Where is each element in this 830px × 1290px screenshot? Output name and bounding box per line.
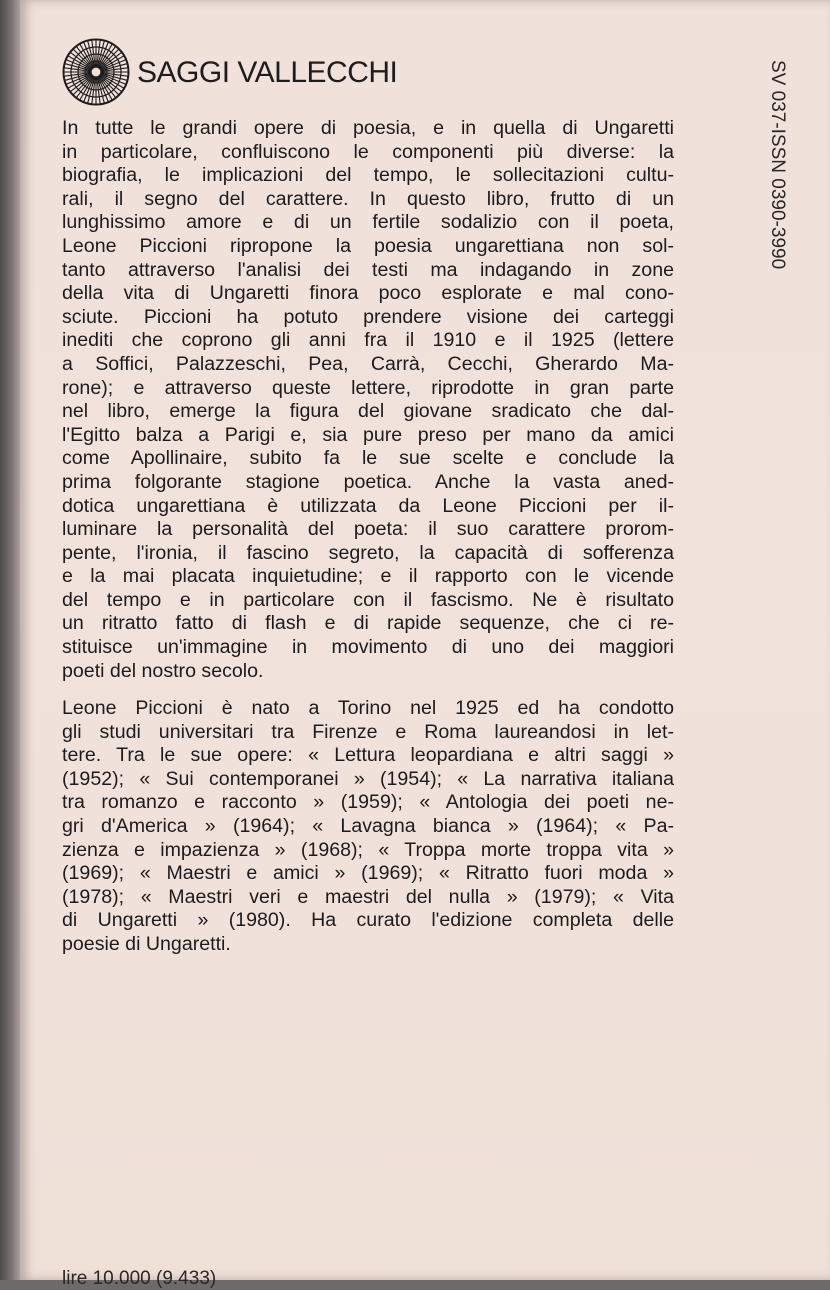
bio-line: tere. Tra le sue opere: « Lettura leopardiana e altri saggi » bbox=[62, 744, 674, 767]
description-line: tanto attraverso l'analisi dei testi ma indagando in zone bbox=[62, 258, 674, 281]
spine-code-text: SV 037-ISSN 0390-3990 bbox=[767, 60, 788, 270]
description-line: rali, il segno del carattere. In questo libro, frutto di un bbox=[62, 187, 674, 210]
spine-code bbox=[768, 60, 808, 270]
description-line: In tutte le grandi opere di poesia, e in quella di Ungaretti bbox=[62, 117, 674, 139]
bio-line: tra romanzo e racconto » (1959); « Antologia dei poeti ne- bbox=[62, 791, 674, 814]
description-line: in particolare, confluiscono le componenti più diverse: la bbox=[62, 140, 674, 163]
description-line: l'Egitto balza a Parigi e, sia pure preso per mano da amici bbox=[62, 423, 674, 446]
description-line: a Soffici, Palazzeschi, Pea, Carrà, Cecchi, Gherardo Ma- bbox=[62, 352, 674, 375]
description-line: del tempo e in particolare con il fascismo. Ne è risultato bbox=[62, 588, 674, 611]
description-line: Leone Piccioni ripropone la poesia ungarettiana non sol- bbox=[62, 234, 674, 257]
bio-line: gri d'America » (1964); « Lavagna bianca » (1964); « Pa- bbox=[62, 814, 674, 837]
bio-line: di Ungaretti » (1980). Ha curato l'edizione completa delle bbox=[62, 909, 674, 932]
description-line: biografia, le implicazioni del tempo, le sollecitazioni cultu- bbox=[62, 164, 674, 187]
description-line: e la mai placata inquietudine; e il rapporto con le vicende bbox=[62, 565, 674, 588]
description-line: un ritratto fatto di flash e di rapide sequenze, che ci re- bbox=[62, 612, 674, 635]
description-line: rone); e attraverso queste lettere, riprodotte in gran parte bbox=[62, 376, 674, 399]
bio-line: zienza e impazienza » (1968); « Troppa morte troppa vita » bbox=[62, 838, 674, 861]
description-line: luminare la personalità del poeta: il suo carattere prorom- bbox=[62, 518, 674, 541]
description-line: lunghissimo amore e di un fertile sodalizio con il poeta, bbox=[62, 211, 674, 234]
description-line: sciute. Piccioni ha potuto prendere visione dei carteggi bbox=[62, 305, 674, 328]
series-title: SAGGI VALLECCHI bbox=[137, 56, 398, 89]
description-line: poeti del nostro secolo. bbox=[62, 659, 264, 682]
bio-line: Leone Piccioni è nato a Torino nel 1925 ed ha condotto bbox=[62, 697, 674, 719]
description-line: stituisce un'immagine in movimento di uno dei maggiori bbox=[62, 636, 674, 659]
description-line: come Apollinaire, subito fa le sue scelte e conclude la bbox=[62, 447, 674, 470]
description-line: inediti che coprono gli anni fra il 1910 e il 1925 (lettere bbox=[62, 329, 674, 352]
bio-line: (1978); « Maestri veri e maestri del nulla » (1979); « Vita bbox=[62, 885, 674, 908]
bio-line: poesie di Ungaretti. bbox=[62, 932, 231, 955]
scan-edge bbox=[0, 0, 22, 1280]
description-line: pente, l'ironia, il fascino segreto, la capacità di sofferenza bbox=[62, 541, 674, 564]
bio-line: (1969); « Maestri e amici » (1969); « Ritratto fuori moda » bbox=[62, 862, 674, 885]
bio-line: (1952); « Sui contemporanei » (1954); « La narrativa italiana bbox=[62, 767, 674, 790]
book-description bbox=[62, 117, 674, 683]
description-line: prima folgorante stagione poetica. Anche la vasta aned- bbox=[62, 470, 674, 493]
description-line: della vita di Ungaretti finora poco esplorate e mal cono- bbox=[62, 282, 674, 305]
concentric-rosette-icon bbox=[62, 38, 130, 106]
author-bio bbox=[62, 697, 674, 957]
description-line: nel libro, emerge la figura del giovane sradicato che dal- bbox=[62, 400, 674, 423]
bio-line: gli studi universitari tra Firenze e Roma laureandosi in let- bbox=[62, 720, 674, 743]
description-line: dotica ungarettiana è utilizzata da Leone Piccioni per il- bbox=[62, 494, 674, 517]
price-text: lire 10.000 (9.433) bbox=[62, 1268, 217, 1289]
